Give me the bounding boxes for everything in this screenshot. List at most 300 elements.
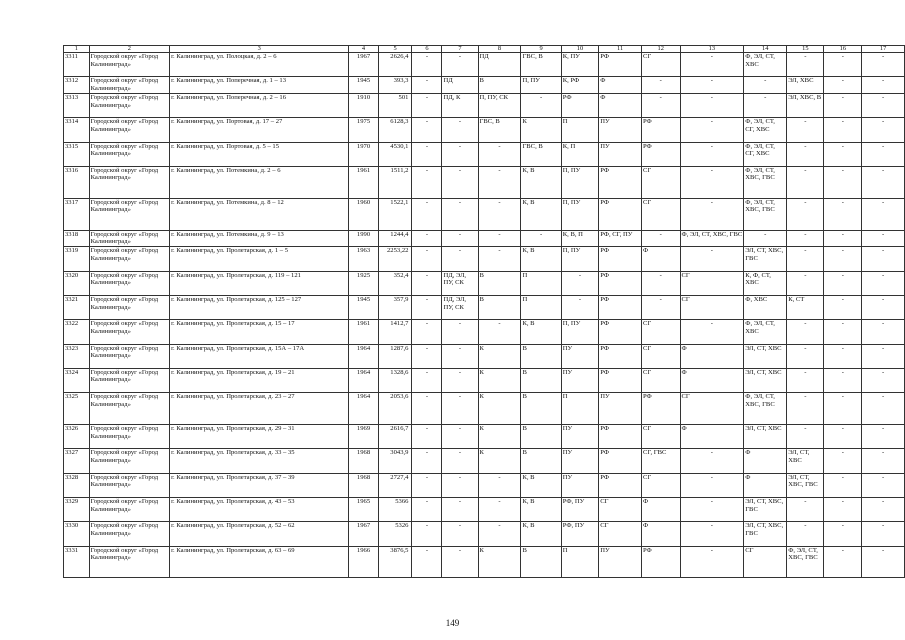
table-cell: 1961 [349,320,378,344]
table-cell: - [787,198,824,230]
table-cell: 1964 [349,393,378,425]
table-cell: - [478,320,521,344]
table-cell: В [521,344,561,368]
table-cell: РФ [599,247,642,271]
table-cell: 3043,9 [378,449,412,473]
table-cell: Ф [642,497,681,521]
table-cell: 2616,7 [378,425,412,449]
table-cell: ГВС, В [521,53,561,77]
table-cell: - [862,295,905,319]
column-number: 6 [412,46,442,53]
table-cell: 1963 [349,247,378,271]
table-cell: г. Калининград, ул. Потемкина, д. 2 – 6 [170,166,349,198]
table-cell: К, В [521,320,561,344]
table-cell: - [824,368,862,392]
table-cell: П, ПУ [561,320,598,344]
table-cell: - [412,118,442,142]
table-cell: - [862,93,905,117]
table-cell: Городской округ «Город Калининград» [89,271,169,295]
table-cell: - [521,93,561,117]
table-cell: СГ [642,320,681,344]
table-cell: 1964 [349,344,378,368]
table-cell: - [824,93,862,117]
table-cell: - [680,93,744,117]
table-row [64,166,905,198]
table-cell: К, В, П [561,230,598,247]
table-cell: - [412,93,442,117]
table-cell: - [824,393,862,425]
table-cell: 3313 [64,93,90,117]
table-cell: П, ПУ [561,166,598,198]
table-cell: - [442,425,478,449]
table-cell: г. Калининград, ул. Пролетарская, д. 1 – 5 [170,247,349,271]
table-cell: - [787,166,824,198]
table-cell: 1968 [349,449,378,473]
table-cell: - [744,230,787,247]
table-cell: В [521,449,561,473]
table-cell: Городской округ «Город Калининград» [89,320,169,344]
table-cell: ПУ [561,473,598,497]
table-cell: К, В [521,522,561,546]
table-cell: П, ПУ, СК [478,93,521,117]
column-number: 11 [599,46,642,53]
column-number: 5 [378,46,412,53]
table-cell: - [862,166,905,198]
table-cell: П, ПУ [561,198,598,230]
table-cell: - [680,497,744,521]
table-cell: Ф, ЭЛ, СТ, ХВС [744,53,787,77]
table-cell: - [824,247,862,271]
table-cell: Городской округ «Город Калининград» [89,368,169,392]
table-cell: - [824,271,862,295]
table-cell: - [680,522,744,546]
table-cell: РФ [599,166,642,198]
table-cell: - [680,166,744,198]
table-cell: - [680,449,744,473]
table-cell: - [787,271,824,295]
table-cell: - [787,344,824,368]
table-cell: 1970 [349,142,378,166]
table-cell: ПУ [599,393,642,425]
table-cell: К, В [521,166,561,198]
table-cell: 1990 [349,230,378,247]
table-cell: г. Калининград, ул. Потемкина, д. 9 – 13 [170,230,349,247]
table-cell: Ф, ЭЛ, СТ, ХВС, ГВС [680,230,744,247]
table-cell: - [824,522,862,546]
table-cell: г. Калининград, ул. Пролетарская, д. 19 – 21 [170,368,349,392]
table-cell: - [478,247,521,271]
table-cell: РФ [599,295,642,319]
table-cell: СГ [642,425,681,449]
table-cell: 1412,7 [378,320,412,344]
table-cell: 3325 [64,393,90,425]
table-cell: - [862,344,905,368]
column-number: 13 [680,46,744,53]
table-cell: - [412,166,442,198]
table-row [64,295,905,319]
table-cell: ГВС, В [521,142,561,166]
table-cell: 3320 [64,271,90,295]
register-body [64,46,905,578]
table-cell: Ф [680,344,744,368]
table-cell: - [412,247,442,271]
table-cell: К, В [521,473,561,497]
table-cell: Ф, ЭЛ, СТ, СГ, ХВС [744,118,787,142]
table-cell: 1945 [349,295,378,319]
column-number-row [64,46,905,53]
table-cell: 3315 [64,142,90,166]
table-cell: К, Ф, СТ, ХВС [744,271,787,295]
table-cell: г. Калининград, ул. Пролетарская, д. 33 – 35 [170,449,349,473]
table-cell: - [824,320,862,344]
table-cell: - [824,425,862,449]
table-cell: - [412,368,442,392]
table-cell: - [412,393,442,425]
table-cell: - [412,230,442,247]
table-cell: - [787,247,824,271]
table-cell: 3317 [64,198,90,230]
table-cell: ПД [442,77,478,94]
table-cell: ГВС, В [478,118,521,142]
table-cell: Городской округ «Город Калининград» [89,473,169,497]
table-cell: СГ [599,522,642,546]
table-cell: - [412,77,442,94]
table-cell: - [824,344,862,368]
table-cell: - [412,344,442,368]
table-cell: - [787,118,824,142]
table-cell: - [442,230,478,247]
table-cell: - [680,546,744,578]
table-cell: ПУ [599,142,642,166]
table-row [64,198,905,230]
table-cell: - [478,142,521,166]
table-cell: - [862,425,905,449]
table-cell: ЭЛ, СТ, ХВС [787,449,824,473]
table-cell: - [787,53,824,77]
table-row [64,271,905,295]
table-cell: 5366 [378,497,412,521]
table-cell: - [412,295,442,319]
table-cell: РФ [599,53,642,77]
table-cell: 3312 [64,77,90,94]
table-cell: ПУ [599,118,642,142]
table-cell: Ф [599,93,642,117]
table-cell: г. Калининград, ул. Пролетарская, д. 15А – 17А [170,344,349,368]
table-cell: - [412,53,442,77]
table-cell: - [680,473,744,497]
table-cell: - [478,230,521,247]
table-cell: 1964 [349,368,378,392]
table-cell: Ф [642,522,681,546]
table-cell: - [862,393,905,425]
table-cell: ПУ [599,546,642,578]
table-cell: - [412,198,442,230]
table-row [64,230,905,247]
table-cell: 1328,6 [378,368,412,392]
table-cell: РФ, ПУ [561,497,598,521]
table-cell: - [442,368,478,392]
table-cell: Городской округ «Город Калининград» [89,425,169,449]
table-cell: РФ, ПУ [561,522,598,546]
table-cell: Городской округ «Город Калининград» [89,344,169,368]
table-cell: К [478,425,521,449]
table-cell: - [642,295,681,319]
table-cell: Городской округ «Город Калининград» [89,546,169,578]
table-cell: - [787,230,824,247]
table-cell: 357,9 [378,295,412,319]
table-cell: 3324 [64,368,90,392]
table-row [64,393,905,425]
table-cell: К [478,546,521,578]
table-cell: - [862,198,905,230]
table-cell: Городской округ «Город Калининград» [89,295,169,319]
table-cell: СГ [642,344,681,368]
column-number: 14 [744,46,787,53]
table-row [64,118,905,142]
column-number: 17 [862,46,905,53]
table-cell: Ф, ЭЛ, СТ, ХВС, ГВС [744,166,787,198]
table-cell: Ф [680,368,744,392]
table-cell: К, В [521,198,561,230]
table-cell: РФ [599,368,642,392]
table-cell: П [521,295,561,319]
table-cell: ЭЛ, СТ, ХВС, ГВС [744,247,787,271]
table-row [64,93,905,117]
table-cell: - [862,473,905,497]
table-cell: - [442,497,478,521]
column-number: 9 [521,46,561,53]
table-cell: 1961 [349,166,378,198]
table-cell: 3326 [64,425,90,449]
table-cell: П [561,118,598,142]
table-cell: 2053,6 [378,393,412,425]
table-cell: - [412,271,442,295]
table-cell: - [478,198,521,230]
table-cell: В [478,77,521,94]
table-cell: ПД, ЭЛ, ПУ, СК [442,295,478,319]
table-cell: Городской округ «Город Калининград» [89,247,169,271]
table-cell: - [442,118,478,142]
table-cell: ПУ [561,344,598,368]
table-cell: г. Калининград, ул. Поперечная, д. 1 – 13 [170,77,349,94]
table-cell: К, ПУ [561,53,598,77]
table-cell: - [744,77,787,94]
table-cell: - [680,142,744,166]
table-cell: 1511,2 [378,166,412,198]
table-cell: ПД, К [442,93,478,117]
table-cell: - [478,166,521,198]
table-cell: 3876,5 [378,546,412,578]
table-cell: - [442,393,478,425]
table-cell: - [824,230,862,247]
table-cell: - [680,77,744,94]
table-cell: - [412,546,442,578]
table-cell: Городской округ «Город Калининград» [89,497,169,521]
table-cell: г. Калининград, ул. Пролетарская, д. 15 – 17 [170,320,349,344]
table-cell: 3329 [64,497,90,521]
table-cell: Городской округ «Город Калининград» [89,166,169,198]
table-cell: - [862,230,905,247]
table-cell: В [521,546,561,578]
table-cell: Ф [680,425,744,449]
table-cell: К, В [521,247,561,271]
column-number: 4 [349,46,378,53]
table-cell: - [862,522,905,546]
table-cell: П, ПУ [521,77,561,94]
table-cell: РФ [642,393,681,425]
table-cell: - [862,247,905,271]
table-cell: 4530,1 [378,142,412,166]
table-cell: 1965 [349,497,378,521]
table-cell: ПД, ЭЛ, ПУ, СК [442,271,478,295]
table-cell: ЭЛ, СТ, ХВС, ГВС [787,473,824,497]
table-cell: СГ [680,295,744,319]
table-cell: - [412,497,442,521]
table-cell: К [521,118,561,142]
table-cell: - [680,53,744,77]
table-cell: Ф, ЭЛ, СТ, ХВС [744,320,787,344]
column-number: 8 [478,46,521,53]
table-cell: - [642,271,681,295]
table-cell: - [862,497,905,521]
table-cell: - [787,368,824,392]
table-cell: - [478,497,521,521]
table-cell: П [561,546,598,578]
table-cell: Городской округ «Город Калининград» [89,522,169,546]
table-cell: - [787,497,824,521]
table-cell: г. Калининград, ул. Потемкина, д. 8 – 12 [170,198,349,230]
table-cell: 3319 [64,247,90,271]
table-cell: - [442,344,478,368]
column-number: 7 [442,46,478,53]
table-cell: г. Калининград, ул. Пролетарская, д. 43 – 53 [170,497,349,521]
table-cell: - [862,368,905,392]
table-cell: 3314 [64,118,90,142]
table-cell: - [680,198,744,230]
table-cell: РФ [642,142,681,166]
table-cell: 393,3 [378,77,412,94]
table-cell: Городской округ «Город Калининград» [89,230,169,247]
table-cell: - [824,546,862,578]
table-cell: - [862,449,905,473]
table-cell: Городской округ «Город Калининград» [89,198,169,230]
table-cell: г. Калининград, ул. Полоцкая, д. 2 – 6 [170,53,349,77]
table-cell: г. Калининград, ул. Портовая, д. 17 – 27 [170,118,349,142]
table-cell: - [442,473,478,497]
table-cell: РФ [599,425,642,449]
table-cell: - [642,230,681,247]
table-cell: - [412,320,442,344]
table-cell: П [561,393,598,425]
table-row [64,142,905,166]
table-cell: - [862,142,905,166]
table-cell: г. Калининград, ул. Пролетарская, д. 37 – 39 [170,473,349,497]
table-cell: - [442,53,478,77]
table-cell: г. Калининград, ул. Пролетарская, д. 52 – 62 [170,522,349,546]
table-cell: - [521,230,561,247]
table-cell: 3323 [64,344,90,368]
table-cell: СГ [642,166,681,198]
table-cell: - [824,53,862,77]
table-cell: 3316 [64,166,90,198]
table-cell: ЭЛ, СТ, ХВС [744,344,787,368]
table-cell: - [442,166,478,198]
table-cell: СГ [642,473,681,497]
table-row [64,247,905,271]
table-cell: Ф, ЭЛ, СТ, СГ, ХВС [744,142,787,166]
table-cell: Городской округ «Город Калининград» [89,142,169,166]
table-cell: ЭЛ, СТ, ХВС [744,368,787,392]
table-cell: 3330 [64,522,90,546]
table-cell: 3327 [64,449,90,473]
table-cell: ПУ [561,425,598,449]
table-cell: СГ, ГВС [642,449,681,473]
table-cell: СГ [642,53,681,77]
table-cell: Городской округ «Город Калининград» [89,393,169,425]
table-cell: 1968 [349,473,378,497]
table-cell: Ф [744,473,787,497]
table-cell: - [478,473,521,497]
table-cell: В [521,393,561,425]
table-cell: Городской округ «Город Калининград» [89,53,169,77]
table-cell: 3311 [64,53,90,77]
table-cell: г. Калининград, ул. Поперечная, д. 2 – 16 [170,93,349,117]
table-cell: - [680,118,744,142]
table-cell: - [824,77,862,94]
table-cell: ЭЛ, СТ, ХВС [744,425,787,449]
table-cell: - [787,320,824,344]
table-cell: - [862,118,905,142]
table-cell: Ф [642,247,681,271]
table-cell: СГ [642,198,681,230]
table-cell: ЭЛ, ХВС [787,77,824,94]
table-cell: РФ [642,118,681,142]
table-cell: 6128,3 [378,118,412,142]
table-cell: К, В [521,497,561,521]
table-cell: 501 [378,93,412,117]
table-cell: 3318 [64,230,90,247]
table-cell: РФ [561,93,598,117]
table-cell: г. Калининград, ул. Пролетарская, д. 125 – 127 [170,295,349,319]
table-cell: Городской округ «Город Калининград» [89,118,169,142]
table-cell: К [478,449,521,473]
table-cell: В [478,271,521,295]
table-cell: - [862,271,905,295]
table-cell: - [824,295,862,319]
table-cell: - [824,142,862,166]
table-row [64,473,905,497]
table-cell: 1945 [349,77,378,94]
table-row [64,77,905,94]
table-row [64,320,905,344]
register-table [63,45,905,578]
table-cell: СГ [642,368,681,392]
table-cell: - [442,522,478,546]
table-cell: РФ [642,546,681,578]
table-cell: 1244,4 [378,230,412,247]
table-cell: ПУ [561,368,598,392]
table-cell: г. Калининград, ул. Пролетарская, д. 23 – 27 [170,393,349,425]
table-cell: Ф, ЭЛ, СТ, ХВС, ГВС [744,198,787,230]
table-cell: - [561,271,598,295]
table-cell: РФ [599,344,642,368]
table-cell: В [478,295,521,319]
table-cell: - [787,393,824,425]
table-cell: - [442,142,478,166]
table-row [64,546,905,578]
table-cell: - [442,247,478,271]
table-cell: - [680,247,744,271]
